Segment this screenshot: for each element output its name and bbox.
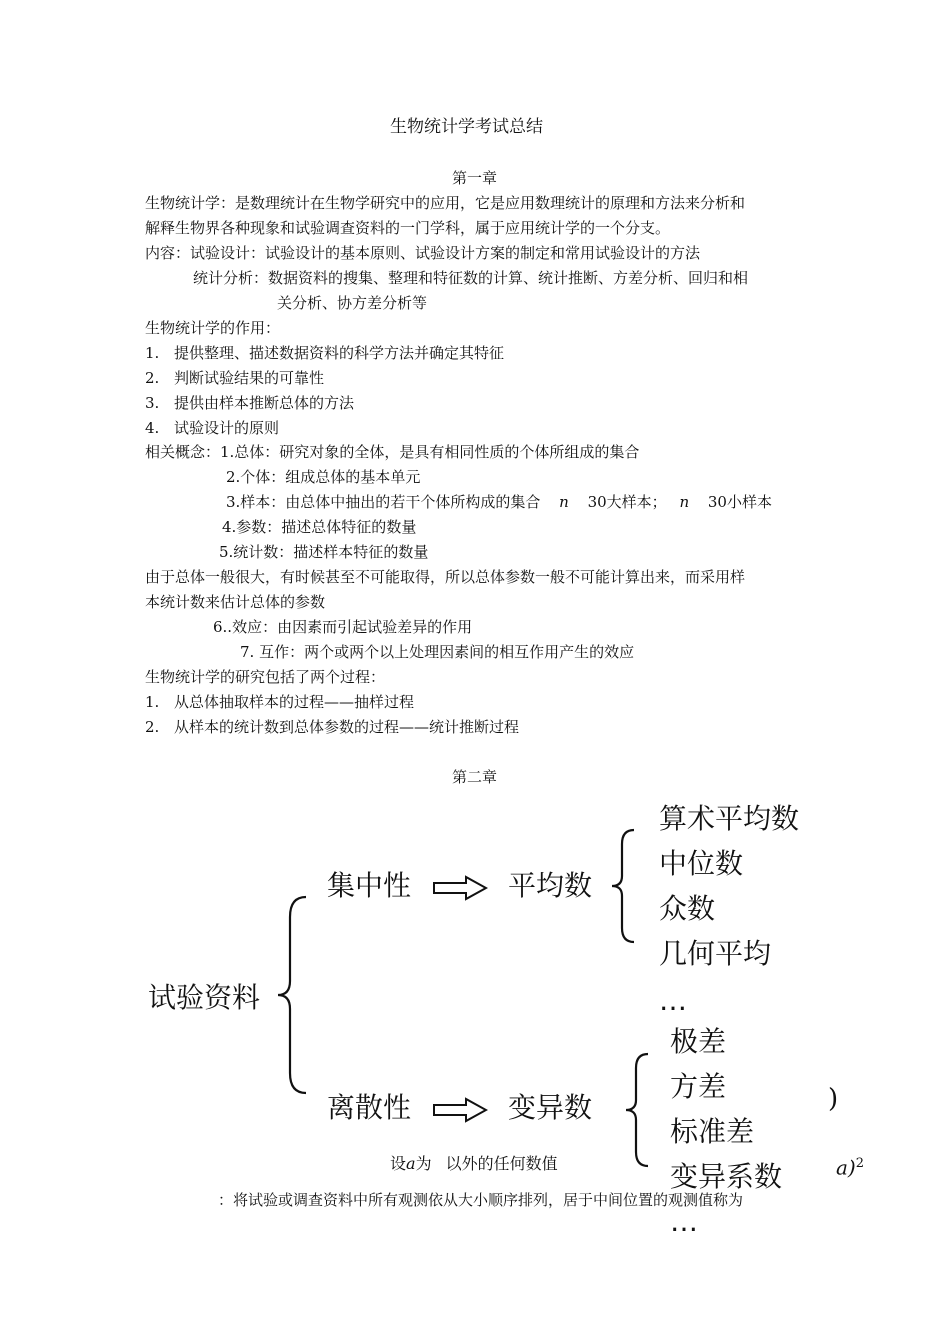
chapter-1-heading: 第一章 bbox=[452, 169, 498, 187]
arbitrary-value-text-a: 设 bbox=[390, 1154, 407, 1173]
small-sample-text: 30小样本 bbox=[707, 493, 772, 511]
arrow-right-icon bbox=[432, 1097, 488, 1123]
variation-item: 极差 bbox=[670, 1025, 727, 1058]
formula-power-base: a) bbox=[836, 1155, 856, 1180]
role-item-num: 2. bbox=[145, 369, 160, 387]
symbol-a: a bbox=[406, 1154, 416, 1173]
content-line-3: 关分析、协方差分析等 bbox=[277, 294, 428, 312]
variation-item: 标准差 bbox=[670, 1115, 755, 1148]
diagram-root: 试验资料 bbox=[148, 981, 261, 1014]
concept-4: 4.参数：描述总体特征的数量 bbox=[222, 518, 417, 536]
role-item-num: 4. bbox=[145, 419, 160, 437]
mean-item: 算术平均数 bbox=[659, 802, 800, 835]
concept-7: 7. 互作：两个或两个以上处理因素间的相互作用产生的效应 bbox=[240, 643, 635, 661]
definition-line-1: 生物统计学：是数理统计在生物学研究中的应用，它是应用数理统计的原理和方法来分析和 bbox=[145, 194, 746, 212]
target-mean: 平均数 bbox=[508, 869, 593, 902]
large-sample-text: 30大样本； bbox=[587, 493, 667, 511]
mean-item-ellipsis: … bbox=[659, 984, 687, 1017]
symbol-n: n bbox=[559, 493, 569, 511]
median-definition-line: ：将试验或调查资料中所有观测依从大小顺序排列，居于中间位置的观测值称为 bbox=[218, 1191, 744, 1209]
concept-2: 2.个体：组成总体的基本单元 bbox=[226, 468, 421, 486]
process-item-num: 2. bbox=[145, 718, 160, 736]
concept-6: 6..效应：由因素而引起试验差异的作用 bbox=[213, 618, 473, 636]
chapter-2-heading: 第二章 bbox=[452, 768, 498, 786]
content-line-1: 内容：试验设计：试验设计的基本原则、试验设计方案的制定和常用试验设计的方法 bbox=[145, 244, 701, 262]
arbitrary-value-text-b: 为 bbox=[415, 1154, 432, 1173]
explanation-line-1: 由于总体一般很大，有时候甚至不可能取得，所以总体参数一般不可能计算出来，而采用样 bbox=[145, 568, 746, 586]
root-brace bbox=[276, 895, 316, 1095]
formula-paren: ) bbox=[828, 1084, 839, 1114]
arbitrary-value-line bbox=[390, 1154, 558, 1174]
arbitrary-value-text-c: 以外的任何数值 bbox=[445, 1154, 558, 1173]
process-heading: 生物统计学的研究包括了两个过程： bbox=[145, 668, 386, 686]
variation-item-ellipsis: … bbox=[670, 1205, 698, 1238]
variation-item: 方差 bbox=[670, 1070, 727, 1103]
symbol-n: n bbox=[679, 493, 690, 511]
formula-power bbox=[836, 1152, 864, 1180]
explanation-line-2: 本统计数来估计总体的参数 bbox=[145, 593, 326, 611]
process-item-text: 从样本的统计数到总体参数的过程——统计推断过程 bbox=[174, 718, 520, 736]
mean-brace bbox=[610, 828, 640, 944]
process-item-text: 从总体抽取样本的过程——抽样过程 bbox=[174, 693, 415, 711]
role-item-text: 判断试验结果的可靠性 bbox=[174, 369, 325, 387]
mean-item: 中位数 bbox=[659, 847, 744, 880]
content-line-2: 统计分析：数据资料的搜集、整理和特征数的计算、统计推断、方差分析、回归和相 bbox=[193, 269, 749, 287]
role-item-num: 3. bbox=[145, 394, 160, 412]
variation-brace bbox=[624, 1052, 654, 1168]
role-heading: 生物统计学的作用： bbox=[145, 319, 281, 337]
concept-3-text: 3.样本：由总体中抽出的若干个体所构成的集合 bbox=[226, 493, 541, 511]
target-variation: 变异数 bbox=[508, 1091, 593, 1124]
role-item-text: 提供整理、描述数据资料的科学方法并确定其特征 bbox=[174, 344, 505, 362]
formula-exponent: 2 bbox=[855, 1156, 865, 1171]
mean-item: 几何平均 bbox=[659, 937, 772, 970]
concept-1: 相关概念：1.总体：研究对象的全体，是具有相同性质的个体所组成的集合 bbox=[145, 443, 640, 461]
page-title: 生物统计学考试总结 bbox=[390, 117, 543, 137]
branch-central-tendency: 集中性 bbox=[327, 869, 412, 902]
variation-item: 变异系数 bbox=[670, 1160, 783, 1193]
definition-line-2: 解释生物界各种现象和试验调查资料的一门学科，属于应用统计学的一个分支。 bbox=[145, 219, 671, 237]
role-item-text: 试验设计的原则 bbox=[174, 419, 280, 437]
concept-3 bbox=[226, 492, 772, 512]
branch-dispersion: 离散性 bbox=[327, 1091, 412, 1124]
mean-item: 众数 bbox=[659, 892, 716, 925]
arrow-right-icon bbox=[432, 875, 488, 901]
role-item-num: 1. bbox=[145, 344, 160, 362]
role-item-text: 提供由样本推断总体的方法 bbox=[174, 394, 355, 412]
concept-5: 5.统计数：描述样本特征的数量 bbox=[219, 543, 429, 561]
process-item-num: 1. bbox=[145, 693, 160, 711]
